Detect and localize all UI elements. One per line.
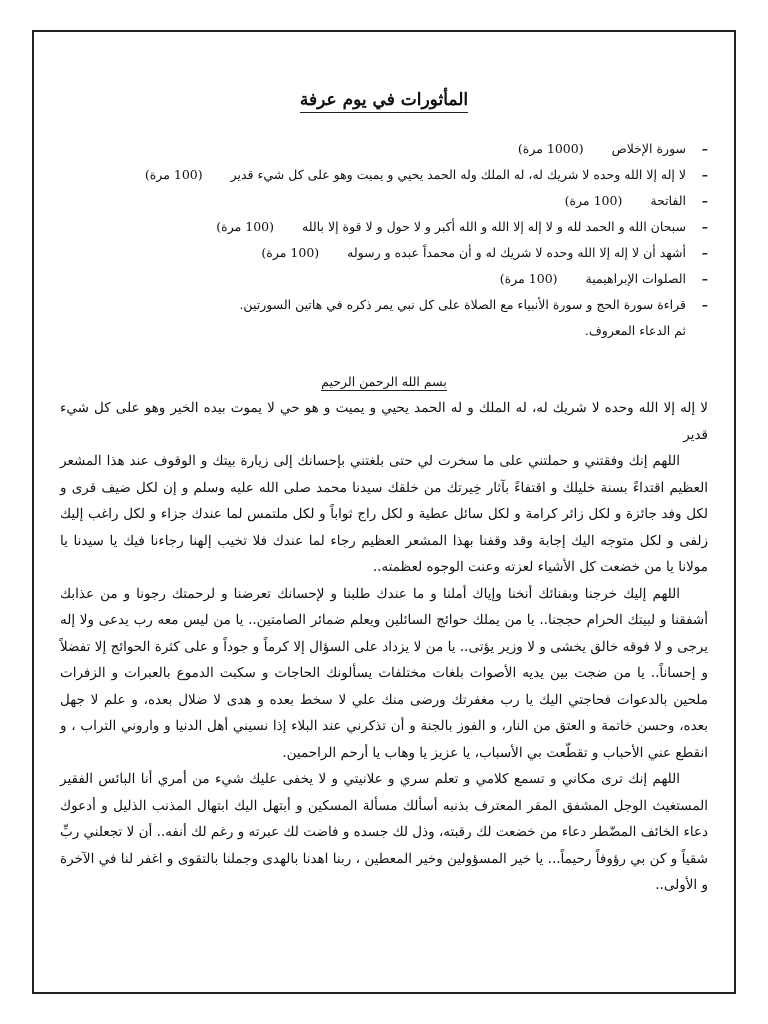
dash-bullet: – [701, 141, 708, 156]
list-item [60, 292, 708, 318]
list-item [60, 162, 708, 188]
basmala-text: بسم الله الرحمن الرحيم [321, 374, 447, 389]
list-item [60, 266, 708, 292]
item-count: (100 مرة) [216, 219, 275, 234]
item-text: الصلوات الإبراهيمية [585, 271, 686, 286]
items-tail-text: ثم الدعاء المعروف. [584, 323, 686, 338]
item-text: لا إله إلا الله وحده لا شريك له، له الملك وله الحمد يحيي و يميت وهو على كل شيء قدير [230, 167, 686, 182]
list-item [60, 188, 708, 214]
paragraph: اللهم إنك ترى مكاني و تسمع كلامي و تعلم سري و علانيتي و لا يخفى عليك شيء من أمري أنا البائس الفقير المستغيث الوجل المشفق المقر المعترف بذنبه أسألك مسألة المسكين و أبتهل اليك ابتهال المذنب الذليل و أدعوك دعاء الخائف المضّطر دعاء من خضعت لك رقبته، وذل لك جسده و فاضت لك عبرته و رغم لك أنفه.. أن لا تجعلني ربِّ شقياً و كن بي رؤوفاً رحيماً... يا خير المسؤولين وخير المعطين ، ربنا اهدنا بالهدى وجملنا بالتقوى و اغفر لنا في الآخرة و الأولى.. [60, 771, 708, 893]
dash-bullet: – [701, 297, 708, 312]
paragraph: اللهم إنك وفقتني و حملتني على ما سخرت لي حتى بلغتني بإحسانك إلى زيارة بيتك و الوقوف عند هذا المشعر العظيم اقتداءً بسنة خليلك و اقتفاءً بآثار خِيرتك من خلقك سيدنا محمد صلى الله عليه وسلم و إن لكل ضيف قرى و لكل وفد جائزة و لكل زائر كرامة و لكل سائل عطية و لكل راج ثواباً و لكل ملتمس لما عندك جزاء و لكل راغب إليك زلفى و لكل متوجه اليك إجابة وقد وقفنا بهذا المشعر العظيم رجاء لما عندك فلا تخيب إلهنا رجاءنا فيك يا سيدنا يا مولانا يا من خضعت كل الأشياء لعزته وعنت الوجوه لعظمته.. [60, 453, 708, 575]
dash-bullet: – [701, 245, 708, 260]
dash-bullet: – [701, 193, 708, 208]
paragraph: لا إله إلا الله وحده لا شريك له، له الملك و له الحمد يحيي و يميت و هو حي لا يموت بيده الخير وهو على كل شيء قدير [60, 400, 708, 443]
item-count: (100 مرة) [261, 245, 320, 260]
list-tail [60, 318, 708, 344]
list-item [60, 136, 708, 162]
recitation-list [60, 136, 708, 344]
item-text: أشهد أن لا إله إلا الله وحده لا شريك له و أن محمداً عبده و رسوله [347, 245, 686, 260]
item-count: (1000 مرة) [517, 141, 584, 156]
item-text: سبحان الله و الحمد لله و لا إله إلا الله و الله أكبر و لا حول و لا قوة إلا بالله [302, 219, 686, 234]
item-text: قراءة سورة الحج و سورة الأنبياء مع الصلاة على كل نبي يمر ذكره في هاتين السورتين. [239, 297, 686, 312]
item-count: (100 مرة) [499, 271, 558, 286]
item-count: (100 مرة) [144, 167, 203, 182]
page-title-text: المأثورات في يوم عرفة [300, 90, 468, 113]
paragraph: اللهم إليك خرجنا وبفنائك أنخنا وإياك أملنا و ما عندك طلبنا و لإحسانك تعرضنا و لرحمتك رجونا و من عذابك أشفقنا و لبيتك الحرام حججنا.. يا من يملك حوائج السائلين ويعلم ضمائر الصامتين.. يا من ليس معه رب يدعى ولا إله يرجى و لا فوقه خالق يخشى و لا وزير يؤتى.. يا من لا يزداد على السؤال إلا كرماً و جوداً و على كثرة الحوائج إلا تفضلاً و إحساناً.. يا من ضجت بين يديه الأصوات بلغات مختلفات يسألونك الحاجات و سكبت الدموع بالعبرات و الزفرات ملحين بالدعوات فحاجتي اليك يا رب مغفرتك ورضى منك علي لا سخط بعده و هدى لا ضلال بعده، و علم لا جهل بعده، وحسن خاتمة و العتق من النار، و الفوز بالجنة و أن تذكرني عند البلاء إذا نسيني أهل الدنيا و واروني التراب ، و انقطع عني الأحباب و تقطّعت بي الأسباب، يا عزيز يا وهاب يا أرحم الراحمين. [60, 585, 708, 761]
item-text: الفاتحة [650, 193, 686, 208]
dash-bullet: – [701, 271, 708, 286]
dash-bullet: – [701, 219, 708, 234]
dash-bullet: – [701, 167, 708, 182]
basmala-heading [60, 374, 708, 389]
list-item [60, 240, 708, 266]
document-body [60, 80, 708, 899]
item-count: (100 مرة) [564, 193, 623, 208]
item-text: سورة الإخلاص [611, 141, 686, 156]
list-item [60, 214, 708, 240]
page-title [60, 90, 708, 110]
